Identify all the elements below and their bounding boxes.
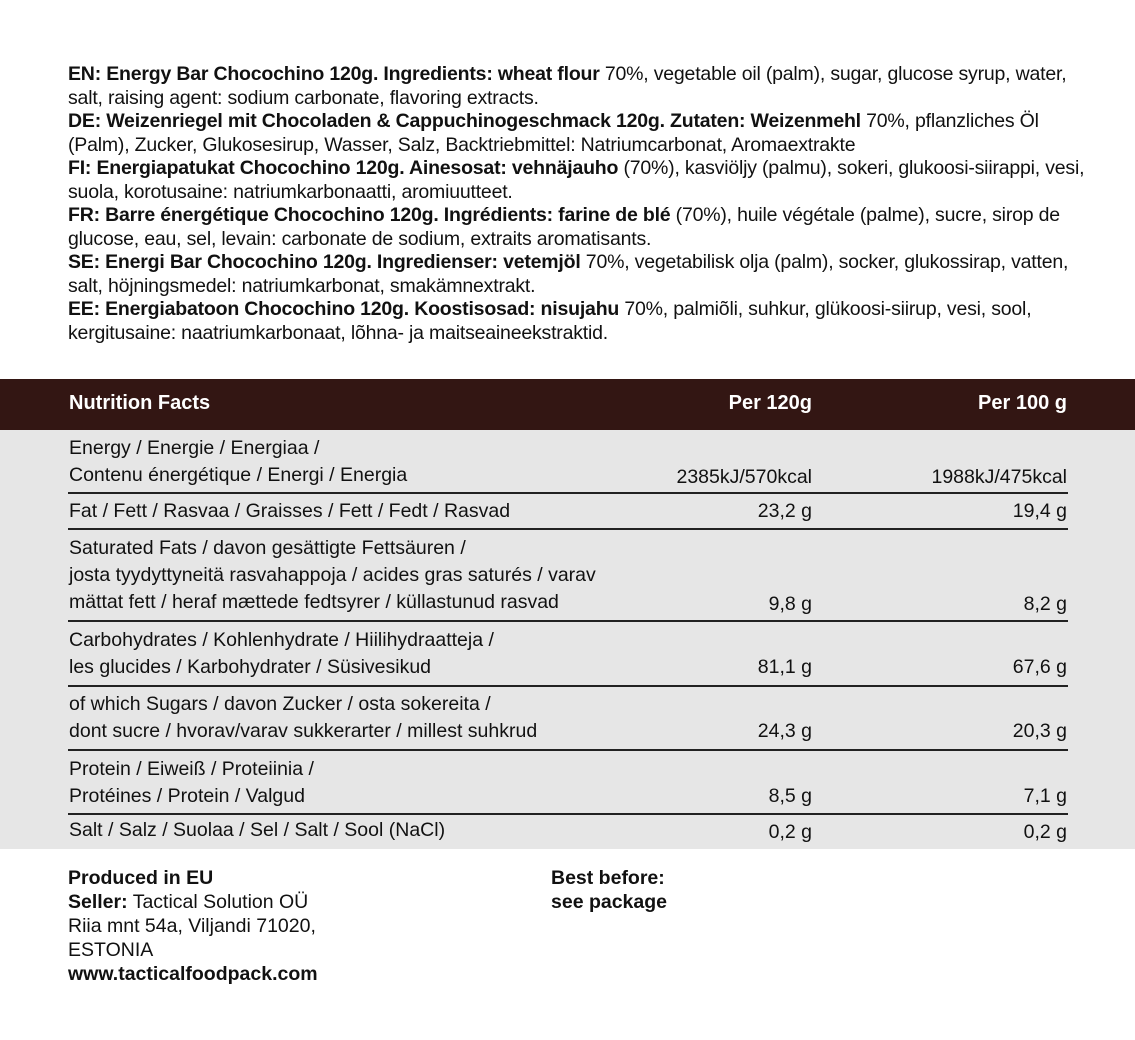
nutrition-header xyxy=(0,379,1135,430)
best-before-label: Best before: xyxy=(551,867,665,889)
row-label: Salt / Salz / Suolaa / Sel / Salt / Sool (NaCl) xyxy=(69,819,446,841)
row-divider xyxy=(68,528,1068,530)
nutrition-title: Nutrition Facts xyxy=(69,392,211,414)
ingredients-en: EN: Energy Bar Chocochino 120g. Ingredients: wheat flour 70%, vegetable oil (palm), sugar, glucose syrup, water, salt, raising agent: sodium carbonate, flavoring extracts. xyxy=(68,63,1067,109)
value-per-120g: 23,2 g xyxy=(757,500,812,522)
row-divider xyxy=(68,813,1068,815)
produced-in: Produced in EU xyxy=(68,867,214,889)
website-link[interactable]: www.tacticalfoodpack.com xyxy=(68,963,318,985)
nutrition-table xyxy=(0,379,1135,849)
row-label: of which Sugars / davon Zucker / osta sokereita / dont sucre / hvorav/varav sukkerarter / millest suhkrud xyxy=(69,693,538,742)
ingredients-block xyxy=(68,63,1098,345)
country: ESTONIA xyxy=(68,939,154,961)
value-per-100g: 67,6 g xyxy=(1012,656,1067,678)
row-divider xyxy=(68,492,1068,494)
ingredients-fi: FI: Energiapatukat Chocochino 120g. Ainesosat: vehnäjauho (70%), kasviöljy (palmu), sokeri, glukoosi-siirappi, vesi, suola, korotusaine: natriumkarbonaatti, aromiuutteet. xyxy=(68,157,1085,203)
value-per-100g: 20,3 g xyxy=(1012,720,1067,742)
value-per-120g: 8,5 g xyxy=(768,785,812,807)
address-line: Riia mnt 54a, Viljandi 71020, xyxy=(68,915,316,937)
ingredients-fr: FR: Barre énergétique Chocochino 120g. Ingrédients: farine de blé (70%), huile végétale (palme), sucre, sirop de glucose, eau, sel, levain: carbonate de sodium, extraits aromatisants. xyxy=(68,204,1060,250)
row-label: Saturated Fats / davon gesättigte Fettsäuren / josta tyydyttyneitä rasvahappoja / acides gras saturés / varav mättat fett / heraf mættede fedtsyrer / küllastunud rasvad xyxy=(69,537,596,613)
row-divider xyxy=(68,620,1068,622)
ingredients-se: SE: Energi Bar Chocochino 120g. Ingredienser: vetemjöl 70%, vegetabilisk olja (palm), socker, glukossirap, vatten, salt, höjningsmedel: natriumkarbonat, smakämnextrakt. xyxy=(68,251,1069,297)
value-per-100g: 8,2 g xyxy=(1023,593,1067,615)
value-per-120g: 24,3 g xyxy=(757,720,812,742)
value-per-120g: 9,8 g xyxy=(768,593,812,615)
value-per-100g: 1988kJ/475kcal xyxy=(931,466,1067,488)
value-per-120g: 81,1 g xyxy=(757,656,812,678)
value-per-100g: 7,1 g xyxy=(1023,785,1067,807)
row-label: Carbohydrates / Kohlenhydrate / Hiilihydraatteja / les glucides / Karbohydrater / Süsivesikud xyxy=(69,629,494,678)
row-label: Protein / Eiweiß / Proteiinia / Protéines / Protein / Valgud xyxy=(69,758,314,807)
value-per-120g: 0,2 g xyxy=(768,821,812,843)
value-per-100g: 0,2 g xyxy=(1023,821,1067,843)
row-label: Fat / Fett / Rasvaa / Graisses / Fett / Fedt / Rasvad xyxy=(69,500,511,522)
row-divider xyxy=(68,749,1068,751)
producer-info xyxy=(68,866,318,986)
value-per-100g: 19,4 g xyxy=(1012,500,1067,522)
column-header-per-100g: Per 100 g xyxy=(978,392,1067,414)
value-per-120g: 2385kJ/570kcal xyxy=(676,466,812,488)
row-label: Energy / Energie / Energiaa / Contenu énergétique / Energi / Energia xyxy=(69,437,408,486)
best-before-info xyxy=(551,866,667,914)
ingredients-de: DE: Weizenriegel mit Chocoladen & Cappuchinogeschmack 120g. Zutaten: Weizenmehl 70%, pflanzliches Öl (Palm), Zucker, Glukosesirup, Wasser, Salz, Backtriebmittel: Natriumcarbonat, Aromaextrakte xyxy=(68,110,1039,156)
ingredients-ee: EE: Energiabatoon Chocochino 120g. Koostisosad: nisujahu 70%, palmiõli, suhkur, glükoosi-siirup, vesi, sool, kergitusaine: naatriumkarbonaat, lõhna- ja maitseaineekstraktid. xyxy=(68,298,1032,344)
row-divider xyxy=(68,685,1068,687)
best-before-value: see package xyxy=(551,891,668,913)
column-header-per-120g: Per 120g xyxy=(728,392,812,414)
seller-line: Seller: Tactical Solution OÜ xyxy=(68,891,309,913)
